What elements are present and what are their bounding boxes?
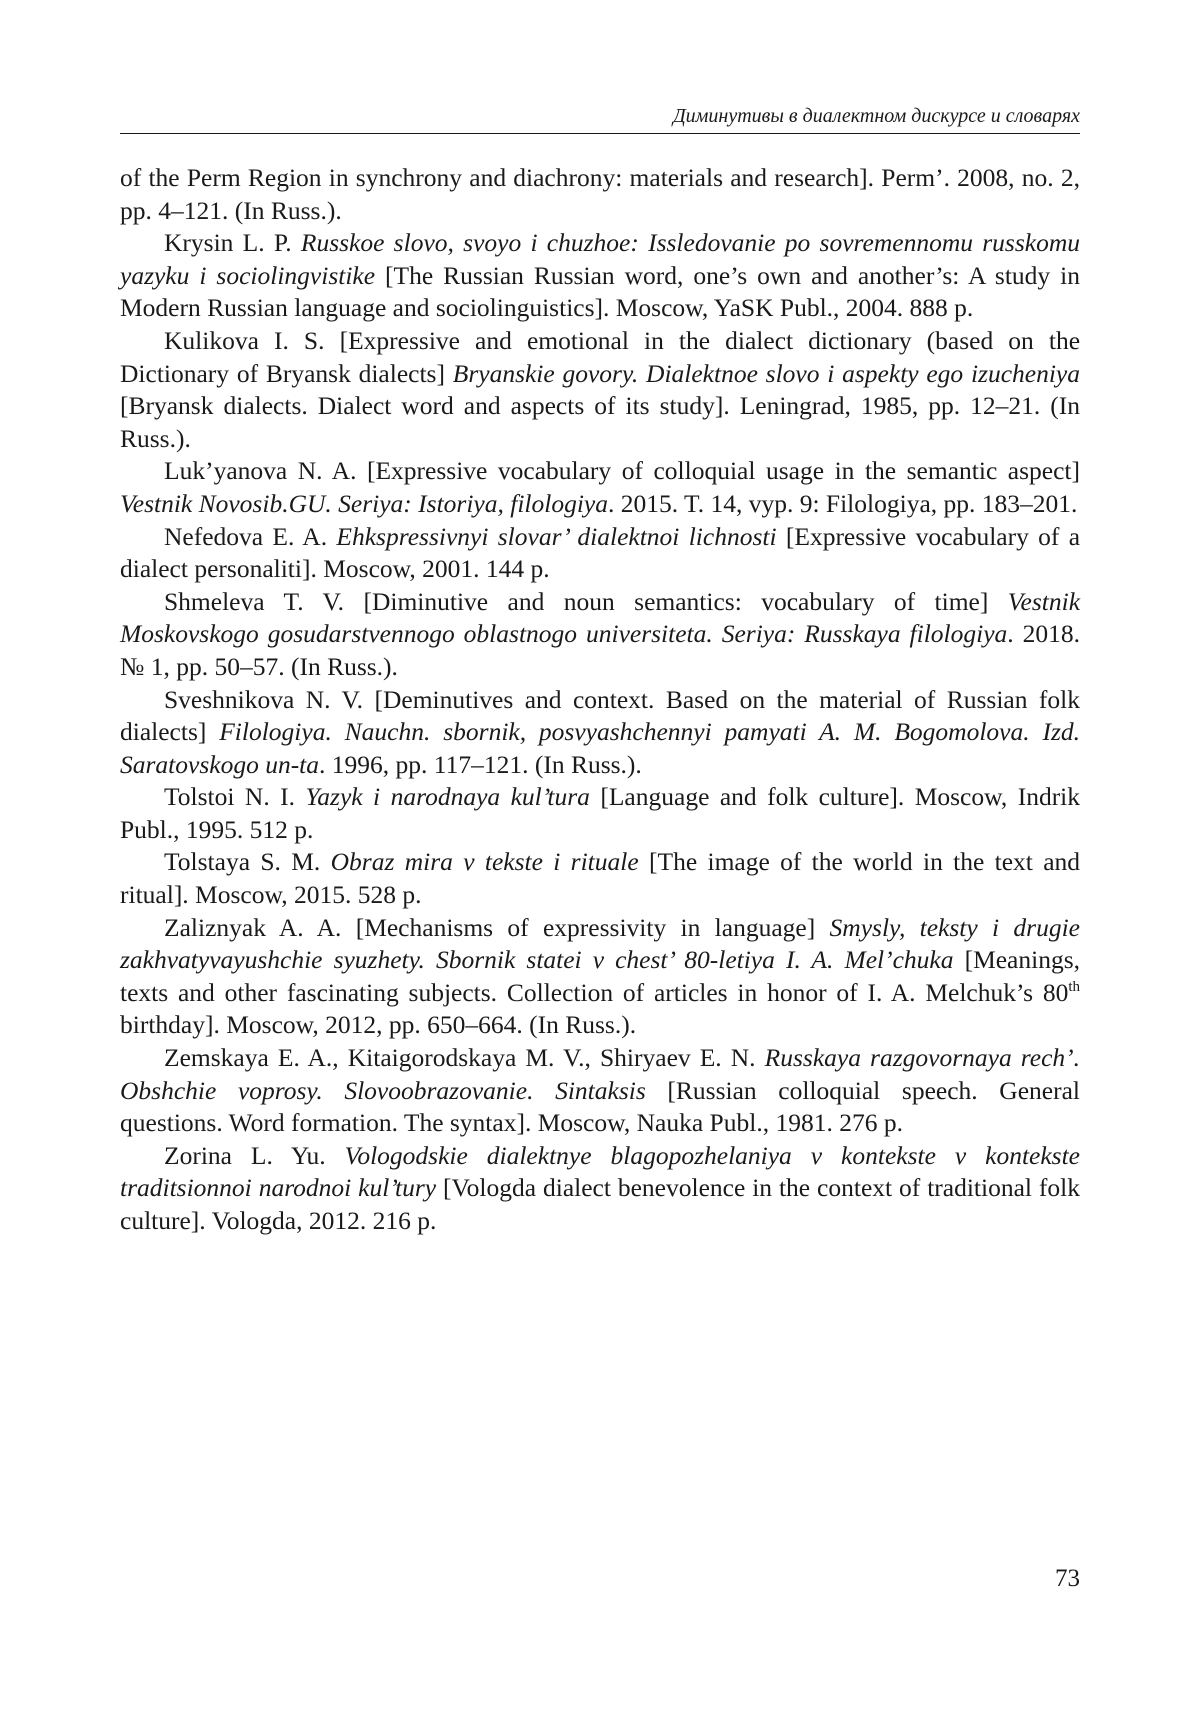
reference-title: Ehkspressivnyi slovar’ dialektnoi lichnosti [336, 521, 777, 551]
running-title: Диминутивы в диалектном дискурсе и словарях [672, 105, 1080, 127]
reference-item [120, 846, 1080, 911]
reference-rest: . 2015. T. 14, vyp. 9: Filologiya, pp. 183–201. [607, 488, 1078, 518]
reference-rest-continued: birthday]. Moscow, 2012, pp. 650–664. (In Russ.). [120, 1010, 637, 1040]
reference-author: Luk’yanova N. A. [164, 456, 357, 486]
header-rule [120, 133, 1080, 134]
reference-author: Zemskaya E. A., Kitaigorodskaya M. V., Shiryaev E. N. [164, 1043, 756, 1073]
reference-item [120, 684, 1080, 782]
reference-item [120, 455, 1080, 520]
reference-author: Krysin L. P. [164, 228, 292, 258]
reference-pre: [Expressive and emotional in the dialect dictionary (based on the Dictionary of Bryansk dialects] [120, 325, 1081, 388]
reference-rest: [Expressive vocabulary of a dialect personaliti]. Moscow, 2001. 144 p. [120, 521, 1081, 584]
reference-list [120, 162, 1080, 1238]
reference-title: Vestnik Moskovskogo gosudarstvennogo oblastnogo universiteta. Seriya: Russkaya filologiya [120, 586, 1081, 649]
reference-item [120, 781, 1080, 846]
reference-author: Nefedova E. A. [164, 521, 328, 551]
reference-title: Vologodskie dialektnye blagopozhelaniya v kontekste v kontekste traditsionnoi narodnoi kul’tury [120, 1140, 1081, 1203]
reference-author: Zaliznyak A. A. [164, 912, 342, 942]
reference-title: Obraz mira v tekste i rituale [330, 847, 639, 877]
reference-rest: [Vologda dialect benevolence in the context of traditional folk culture]. Vologda, 2012. 216 p. [120, 1173, 1081, 1235]
ordinal-superscript: th [1068, 978, 1080, 995]
reference-author: Kulikova I. S. [164, 325, 325, 355]
reference-title: Bryanskie govory. Dialektnoe slovo i aspekty ego izucheniya [452, 358, 1081, 388]
reference-title: Yazyk i narodnaya kul’tura [305, 782, 590, 812]
reference-rest: . 2018. № 1, pp. 50–57. (In Russ.). [120, 619, 1080, 681]
reference-rest: [The Russian Russian word, one’s own and another’s: A study in Modern Russian language and sociolinguistics]. Moscow, YaSK Publ., 2004. 888 p. [120, 260, 1080, 323]
reference-pre: [Deminutives and context. Based on the material of Russian folk dialects] [120, 684, 1080, 747]
reference-item [120, 1140, 1080, 1238]
reference-author: Tolstoi N. I. [164, 782, 296, 812]
reference-author: Sveshnikova N. V. [164, 684, 364, 714]
reference-title: Smysly, teksty i drugie zakhvatyvayushchie syuzhety. Sbornik statei v chest’ 80-letiya I. A. Mel’chuka [120, 912, 1081, 975]
reference-title: Filologiya. Nauchn. sbornik, posvyashchennyi pamyati A. M. Bogomolova. Izd. Saratovskogo un-ta [120, 717, 1080, 779]
reference-rest: [Russian colloquial speech. General questions. Word formation. The syntax]. Moscow, Nauka Publ., 1981. 276 p. [120, 1075, 1080, 1138]
reference-item [120, 227, 1080, 325]
reference-item [120, 1042, 1080, 1140]
reference-item [120, 521, 1080, 586]
reference-item [120, 325, 1080, 455]
reference-item [120, 912, 1080, 1042]
reference-author: Zorina L. Yu. [164, 1140, 326, 1170]
reference-pre: [Mechanisms of expressivity in language] [355, 912, 816, 942]
reference-rest: [Language and folk culture]. Moscow, Indrik Publ., 1995. 512 p. [120, 782, 1081, 844]
reference-author: Shmeleva T. V. [164, 586, 345, 616]
reference-pre: [Expressive vocabulary of colloquial usage in the semantic aspect] [366, 456, 1080, 486]
reference-title: Russkaya razgovornaya rech’. Obshchie voprosy. Slovoobrazovanie. Sintaksis [120, 1043, 1081, 1105]
reference-rest: . 1996, pp. 117–121. (In Russ.). [319, 749, 642, 779]
reference-rest: [The image of the world in the text and ritual]. Moscow, 2015. 528 p. [120, 847, 1081, 910]
reference-text: of the Perm Region in synchrony and diachrony: materials and research]. Perm’. 2008, no. 2, pp. 4–121. (In Russ.). [120, 163, 1080, 225]
reference-author: Tolstaya S. M. [164, 847, 321, 877]
reference-rest: [Meanings, texts and other fascinating subjects. Collection of articles in honor of I. A. Melchuk’s 80 [120, 945, 1081, 1007]
reference-title: Vestnik Novosib.GU. Seriya: Istoriya, filologiya [120, 488, 608, 518]
reference-item [120, 586, 1080, 684]
reference-item [120, 162, 1080, 227]
reference-rest: [Bryansk dialects. Dialect word and aspects of its study]. Leningrad, 1985, pp. 12–21. (In Russ.). [120, 391, 1080, 453]
reference-pre: [Diminutive and noun semantics: vocabulary of time] [363, 586, 989, 616]
reference-title: Russkoe slovo, svoyo i chuzhoe: Issledovanie po sovremennomu russkomu yazyku i sociolingvistike [120, 228, 1080, 290]
page-number: 73 [1055, 1565, 1080, 1592]
